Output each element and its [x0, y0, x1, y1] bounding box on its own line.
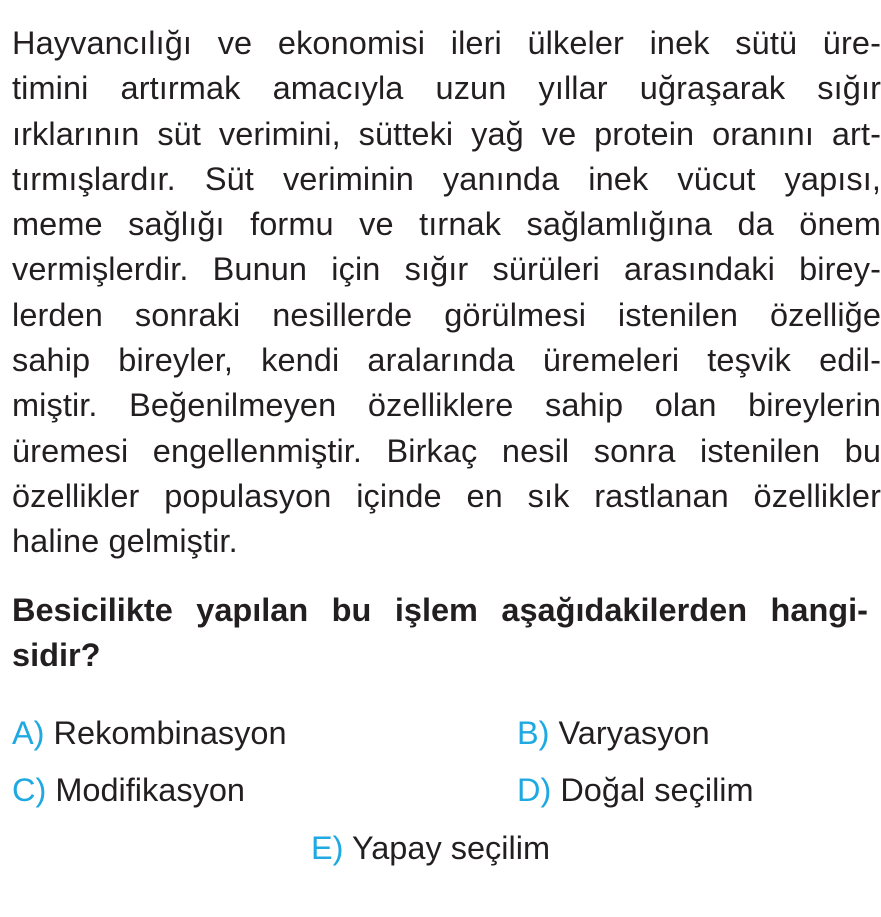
option-letter: B)	[517, 715, 550, 751]
question-line: Besicilikte yapılan bu işlem aşağıdakilerden hangi-	[12, 592, 868, 628]
question-line: sidir?	[12, 637, 101, 673]
passage-line: timini artırmak amacıyla uzun yıllar uğraşarak sığır	[12, 70, 881, 107]
answer-option-b[interactable]	[517, 713, 710, 753]
option-text: Rekombinasyon	[53, 715, 287, 751]
option-text: Modifikasyon	[55, 772, 245, 808]
option-letter: C)	[12, 772, 47, 808]
answer-option-a[interactable]	[12, 713, 287, 753]
passage-line: vermişlerdir. Bunun için sığır sürüleri arasındaki birey-	[12, 251, 881, 288]
answer-option-d[interactable]	[517, 770, 754, 810]
answer-option-e[interactable]	[311, 828, 550, 868]
passage-line: lerden sonraki nesillerde görülmesi istenilen özelliğe	[12, 296, 881, 333]
passage-line: miştir. Beğenilmeyen özelliklere sahip olan bireylerin	[12, 387, 881, 424]
passage-line: Hayvancılığı ve ekonomisi ileri ülkeler inek sütü üre-	[12, 25, 881, 61]
option-letter: D)	[517, 772, 552, 808]
passage-line: haline gelmiştir.	[12, 523, 238, 560]
passage-line: sahip bireyler, kendi aralarında üremeleri teşvik edil-	[12, 342, 881, 379]
passage-line: özellikler populasyon içinde en sık rastlanan özellikler	[12, 477, 881, 514]
passage-line: üremesi engellenmiştir. Birkaç nesil sonra istenilen bu	[12, 432, 881, 469]
passage-line: tırmışlardır. Süt veriminin yanında inek vücut yapısı,	[12, 160, 881, 197]
question-prompt	[12, 588, 868, 678]
option-text: Doğal seçilim	[560, 772, 754, 808]
answer-option-c[interactable]	[12, 770, 245, 810]
option-text: Yapay seçilim	[351, 830, 551, 866]
option-letter: A)	[12, 715, 45, 751]
passage-line: meme sağlığı formu ve tırnak sağlamlığına da önem	[12, 206, 881, 243]
passage-line: ırklarının süt verimini, sütteki yağ ve protein oranını art-	[12, 115, 881, 152]
option-letter: E)	[311, 830, 344, 866]
option-text: Varyasyon	[558, 715, 710, 751]
question-passage	[12, 21, 881, 565]
